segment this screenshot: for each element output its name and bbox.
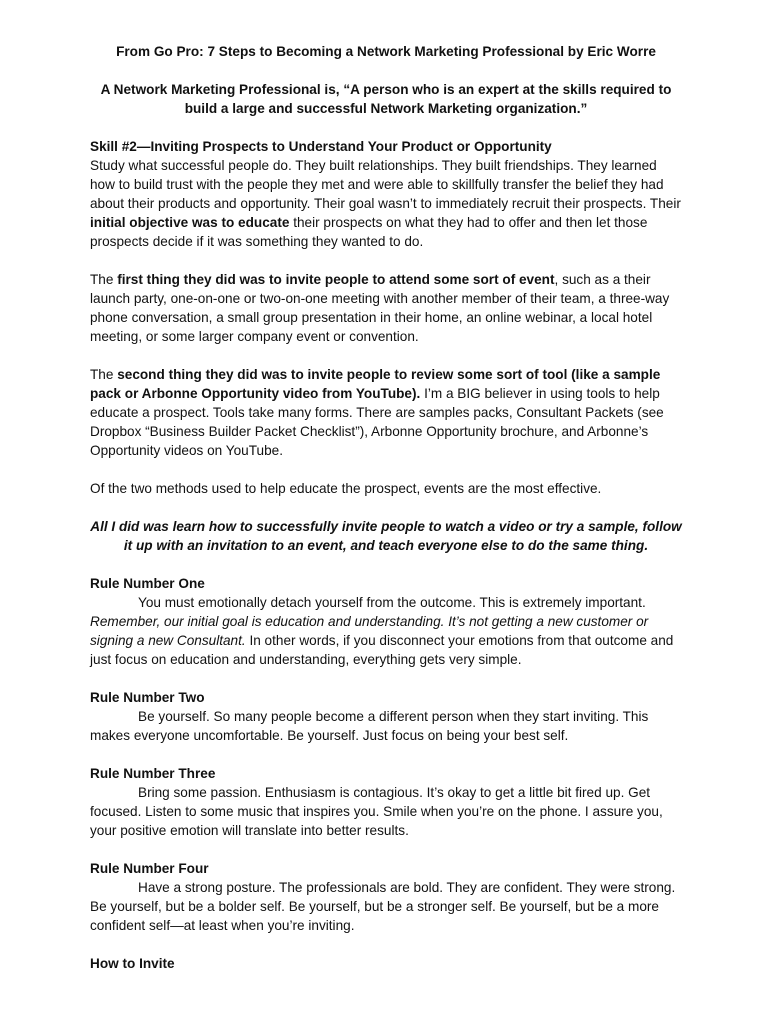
- skill-paragraph-2: [90, 270, 682, 346]
- key-quote: All I did was learn how to successfully invite people to watch a video or try a sample, follow it up with an invitation to an event, and teach everyone else to do the same thing.: [90, 519, 682, 553]
- rule-one-text: [90, 593, 682, 669]
- rule-one-heading: Rule Number One: [90, 576, 205, 591]
- skill-p2-text-b: , such as a their launch party, one-on-one or two-on-one meeting with another member of their team, a three-way phone conversation, a small group presentation in their home, an online webinar, a local hotel meeting, or some larger company event or convention.: [90, 272, 670, 344]
- rule-one-text-b: In other words, if you disconnect your emotions from that outcome and just focus on education and understanding, everything gets very simple.: [90, 633, 674, 667]
- skill-paragraph-1: [90, 156, 682, 251]
- skill-p3-text-b: I’m a BIG believer in using tools to help educate a prospect. Tools take many forms. There are samples packs, Consultant Packets (see Dropbox “Business Builder Packet Checklist”), Arbonne Opportunity brochure, and Arbonne’s Opportunity videos on YouTube.: [90, 386, 664, 458]
- skill-p2-text-a: The: [90, 272, 118, 287]
- rule-four-heading: Rule Number Four: [90, 861, 209, 876]
- rule-one-text-a: You must emotionally detach yourself from the outcome. This is extremely important.: [138, 595, 646, 610]
- skill-p1-text-b: their prospects on what they had to offer and then let those prospects decide if it was something they wanted to do.: [90, 215, 648, 249]
- rule-one-italic: Remember, our initial goal is education and understanding. It’s not getting a new customer or signing a new Consultant.: [90, 614, 649, 648]
- skill-p3-text-a: The: [90, 367, 118, 382]
- rule-one: [90, 574, 682, 669]
- how-to-invite-heading: How to Invite: [90, 956, 175, 971]
- rule-three-heading: Rule Number Three: [90, 766, 216, 781]
- document-page: [90, 42, 682, 973]
- rule-four-text: Have a strong posture. The professionals are bold. They are confident. They were strong. Be yourself, but be a bolder self. Be yourself, but be a stronger self. Be yourself, but be a more confident self—at least when you’re inviting.: [90, 880, 676, 933]
- rule-two-heading: Rule Number Two: [90, 690, 205, 705]
- rule-two: [90, 688, 682, 745]
- skill-p1-bold: initial objective was to educate: [90, 215, 290, 230]
- skill-p3-bold: second thing they did was to invite people to review some sort of tool (like a sample pack or Arbonne Opportunity video from YouTube).: [90, 367, 661, 401]
- rule-three-text: Bring some passion. Enthusiasm is contagious. It’s okay to get a little bit fired up. Get focused. Listen to some music that inspires you. Smile when you’re on the phone. I assure you, your positive emotion will translate into better results.: [90, 785, 663, 838]
- skill-p2-bold: first thing they did was to invite people to attend some sort of event: [117, 272, 555, 287]
- skill-p1-text-a: Study what successful people do. They built relationships. They built friendships. They learned how to build trust with the people they met and were able to skillfully transfer the belief they had about their products and opportunity. Their goal wasn’t to immediately recruit their prospects. Their: [90, 158, 681, 211]
- rule-four: [90, 859, 682, 935]
- skill-paragraph-3: [90, 365, 682, 460]
- rule-two-text: Be yourself. So many people become a different person when they start inviting. This makes everyone uncomfortable. Be yourself. Just focus on being your best self.: [90, 709, 649, 743]
- skill-paragraph-4: Of the two methods used to help educate the prospect, events are the most effective.: [90, 481, 602, 496]
- rule-three: [90, 764, 682, 840]
- skill-heading: Skill #2—Inviting Prospects to Understand Your Product or Opportunity: [90, 139, 552, 154]
- definition-statement: A Network Marketing Professional is, “A person who is an expert at the skills required to build a large and successful Network Marketing organization.”: [100, 82, 672, 116]
- document-title: From Go Pro: 7 Steps to Becoming a Network Marketing Professional by Eric Worre: [116, 44, 656, 59]
